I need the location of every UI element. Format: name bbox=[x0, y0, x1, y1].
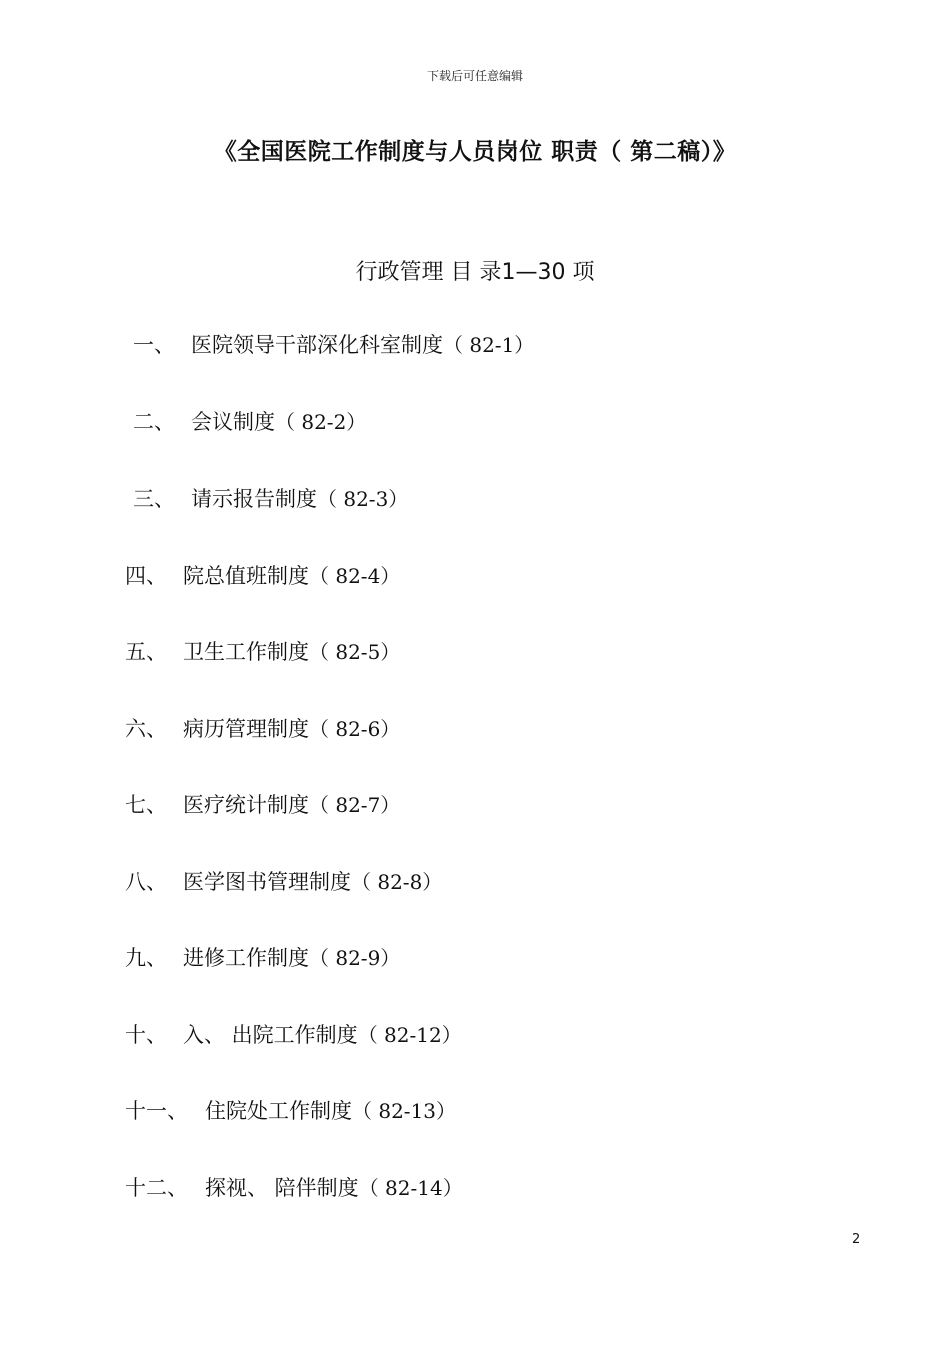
toc-item-code: （ 82-7） bbox=[309, 793, 401, 817]
toc-item-number: 九、 bbox=[125, 946, 167, 970]
toc-item-number: 十、 bbox=[125, 1023, 167, 1047]
toc-item-code: （ 82-5） bbox=[309, 640, 401, 664]
toc-item-label: 医学图书管理制度（ 82-8） bbox=[183, 870, 443, 894]
toc-item-code: （ 82-3） bbox=[317, 487, 409, 511]
toc-item-number: 十一、 bbox=[125, 1099, 188, 1123]
toc-item-label: 进修工作制度（ 82-9） bbox=[183, 946, 401, 970]
toc-item-label: 入、 出院工作制度（ 82-12） bbox=[183, 1023, 462, 1047]
toc-item-label: 请示报告制度（ 82-3） bbox=[191, 487, 409, 511]
toc-item-label: 住院处工作制度（ 82-13） bbox=[205, 1099, 457, 1123]
toc-item-code: （ 82-2） bbox=[275, 410, 367, 434]
page-number: 2 bbox=[852, 1232, 861, 1247]
toc-item-code: （ 82-8） bbox=[351, 870, 443, 894]
toc-item-number: 二、 bbox=[133, 410, 175, 434]
toc-item-label: 探视、 陪伴制度（ 82-14） bbox=[205, 1176, 463, 1200]
header-note: 下载后可任意编辑 bbox=[426, 69, 523, 83]
section-title: 行政管理 目 录1—30 项 bbox=[355, 260, 595, 285]
toc-item-number: 十二、 bbox=[125, 1176, 188, 1200]
toc-item-number: 五、 bbox=[125, 640, 167, 664]
toc-item-number: 六、 bbox=[125, 717, 167, 741]
toc-item-code: （ 82-12） bbox=[357, 1023, 462, 1047]
toc-item-code: （ 82-1） bbox=[443, 333, 535, 357]
toc-item-code: （ 82-14） bbox=[358, 1176, 463, 1200]
toc-item-label: 医疗统计制度（ 82-7） bbox=[183, 793, 401, 817]
toc-item-label: 卫生工作制度（ 82-5） bbox=[183, 640, 401, 664]
document-title: 《全国医院工作制度与人员岗位 职责（ 第二稿）》 bbox=[213, 139, 737, 165]
toc-item-label: 医院领导干部深化科室制度（ 82-1） bbox=[191, 333, 535, 357]
toc-item-code: （ 82-6） bbox=[309, 717, 401, 741]
toc-item-number: 八、 bbox=[125, 870, 167, 894]
toc-item-label: 会议制度（ 82-2） bbox=[191, 410, 367, 434]
toc-item-label: 病历管理制度（ 82-6） bbox=[183, 717, 401, 741]
toc-item-code: （ 82-4） bbox=[309, 564, 401, 588]
toc-item-code: （ 82-9） bbox=[309, 946, 401, 970]
toc-item-number: 四、 bbox=[125, 564, 167, 588]
toc-item-number: 七、 bbox=[125, 793, 167, 817]
toc-item-number: 三、 bbox=[133, 487, 175, 511]
toc-item-label: 院总值班制度（ 82-4） bbox=[183, 564, 401, 588]
toc-item-code: （ 82-13） bbox=[352, 1099, 457, 1123]
toc-item-number: 一、 bbox=[133, 333, 175, 357]
